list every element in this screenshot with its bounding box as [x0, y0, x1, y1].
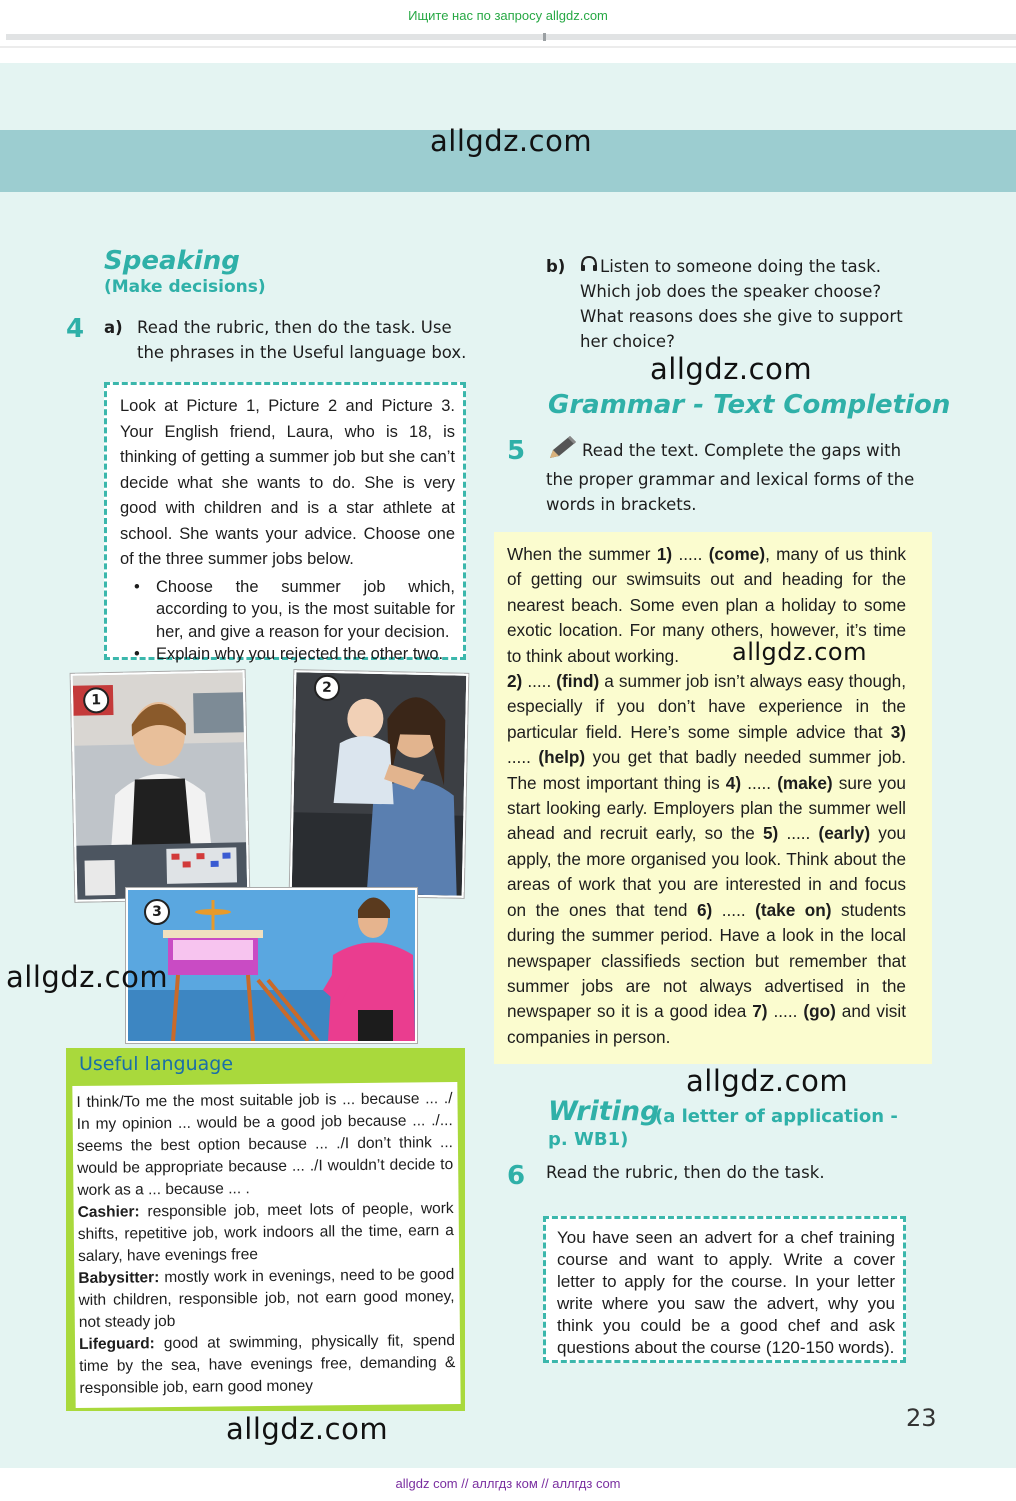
- grammar-paragraph-2: 2) ..... (find) a summer job isn’t always easy though, especially if you don’t have experience in the particular field. Here’s some simple advice that 3) ..... (help) you get that badly needed summer job. The most important thing is 4) ..... (make) sure you start looking early. Employers plan the summer well ahead and recruit early, so the 5) ..... (early) you apply, the more organised you look. Think about the areas of work that you are interested in and focus on the ones that tend 6) ..... (take on) students during the summer period. Have a look in the local newspaper classifieds section but remember that summer jobs are not always advertised in the newspaper so it is a good idea 7) ..... (go) and visit companies in person.: [507, 671, 906, 1047]
- picture-number-badge: 1: [83, 687, 110, 714]
- useful-intro: I think/To me the most suitable job is ... because ... ./ In my opinion ... would be a good job because ... ./... seems the best option because ... ./I don’t think ... would be appropriate because ... ./I wouldn’t decide to work as a ... because ... .: [76, 1090, 454, 1199]
- writing-subtitle-cont: p. WB1): [548, 1129, 629, 1150]
- headphones-icon: [580, 254, 600, 279]
- search-banner[interactable]: Ищите нас по запросу allgdz.com: [408, 8, 608, 23]
- page-number: 23: [906, 1404, 937, 1432]
- bullet-item: • Choose the summer job which, according to you, is the most suitable for her, and give a reason for your decision.: [156, 576, 455, 644]
- rubric-text: Look at Picture 1, Picture 2 and Picture 3. Your English friend, Laura, who is 18, is thinking of getting a summer job but she can’t decide what she wants to do. She is very good with children and is a star athlete at school. She wants your advice. Choose one of the three summer jobs below.: [120, 397, 455, 568]
- divider: [0, 46, 1016, 48]
- pencil-icon: [546, 434, 582, 467]
- part-a-label: a): [104, 318, 123, 337]
- speaking-subtitle: (Make decisions): [104, 277, 266, 297]
- grammar-instruction: Read the text. Complete the gaps with the proper grammar and lexical forms of the words in brackets.: [546, 434, 914, 517]
- watermark: allgdz.com: [732, 638, 867, 666]
- exercise-number: 6: [507, 1161, 526, 1191]
- speaking-title: Speaking: [104, 246, 240, 276]
- part-b-instruction: Listen to someone doing the task. Which job does the speaker choose? What reasons does she give to support her choice?: [580, 254, 903, 354]
- babysitter-illustration: [292, 672, 467, 896]
- exercise-number: 5: [507, 436, 526, 466]
- top-scroll-rule: [6, 34, 1016, 40]
- scroll-thumb[interactable]: [543, 33, 546, 41]
- watermark: allgdz.com: [430, 124, 593, 158]
- watermark: allgdz.com: [650, 352, 813, 386]
- exercise-number: 4: [66, 314, 85, 344]
- picture-number-badge: 2: [314, 675, 341, 702]
- lifeguard-illustration: [128, 890, 415, 1041]
- writing-rubric-text: You have seen an advert for a chef training course and want to apply. Write a cover letter to apply for the course. In your letter write where you saw the advert, why you think you could be a good chef and ask questions about the course (120-150 words).: [557, 1228, 895, 1357]
- speaking-rubric-box: [104, 382, 466, 663]
- useful-language-card: [72, 1082, 460, 1408]
- watermark: allgdz.com: [6, 960, 169, 994]
- footer-links[interactable]: allgdz com // аллгдз ком // аллгдз com: [395, 1476, 621, 1491]
- part-a-instruction: Read the rubric, then do the task. Use the phrases in the Useful language box.: [137, 318, 467, 362]
- useful-babysitter: Babysitter: mostly work in evenings, need to be good with children, responsible job, not earn good money, not steady job: [78, 1266, 455, 1331]
- useful-cashier: Cashier: responsible job, meet lots of people, work shifts, repetitive job, work indoors all the time, earn a salary, have evenings free: [77, 1200, 454, 1265]
- grammar-title: Grammar - Text Completion: [548, 390, 951, 420]
- writing-subtitle: (a letter of application -: [655, 1106, 898, 1127]
- picture-lifeguard: [126, 888, 417, 1043]
- writing-instruction: Read the rubric, then do the task.: [546, 1163, 825, 1182]
- writing-title: Writing: [548, 1096, 660, 1127]
- useful-language-heading: Useful language: [79, 1053, 234, 1075]
- top-bar: [0, 0, 1016, 34]
- picture-babysitter: [290, 670, 469, 898]
- picture-cashier: [71, 670, 250, 902]
- bullet-item: • Explain why you rejected the other two.: [156, 643, 455, 666]
- rubric-bullets: [120, 576, 455, 666]
- useful-language-box: [66, 1048, 465, 1411]
- useful-lifeguard: Lifeguard: good at swimming, physically fit, spend time by the sea, have evenings free, demanding & responsible job, earn good money: [78, 1332, 456, 1397]
- writing-rubric-box: [543, 1216, 906, 1363]
- watermark: allgdz.com: [226, 1412, 389, 1446]
- picture-number-badge: 3: [144, 899, 170, 925]
- part-b-label: b): [546, 257, 566, 276]
- grammar-text-box: [494, 532, 932, 1064]
- watermark: allgdz.com: [686, 1064, 849, 1098]
- grammar-paragraph-1: When the summer 1) ..... (come), many of us think of getting our swimsuits out and heading for the nearest beach. Some even plan a holiday to some exotic location. For many others, however, it’s time to think about working.: [507, 544, 906, 666]
